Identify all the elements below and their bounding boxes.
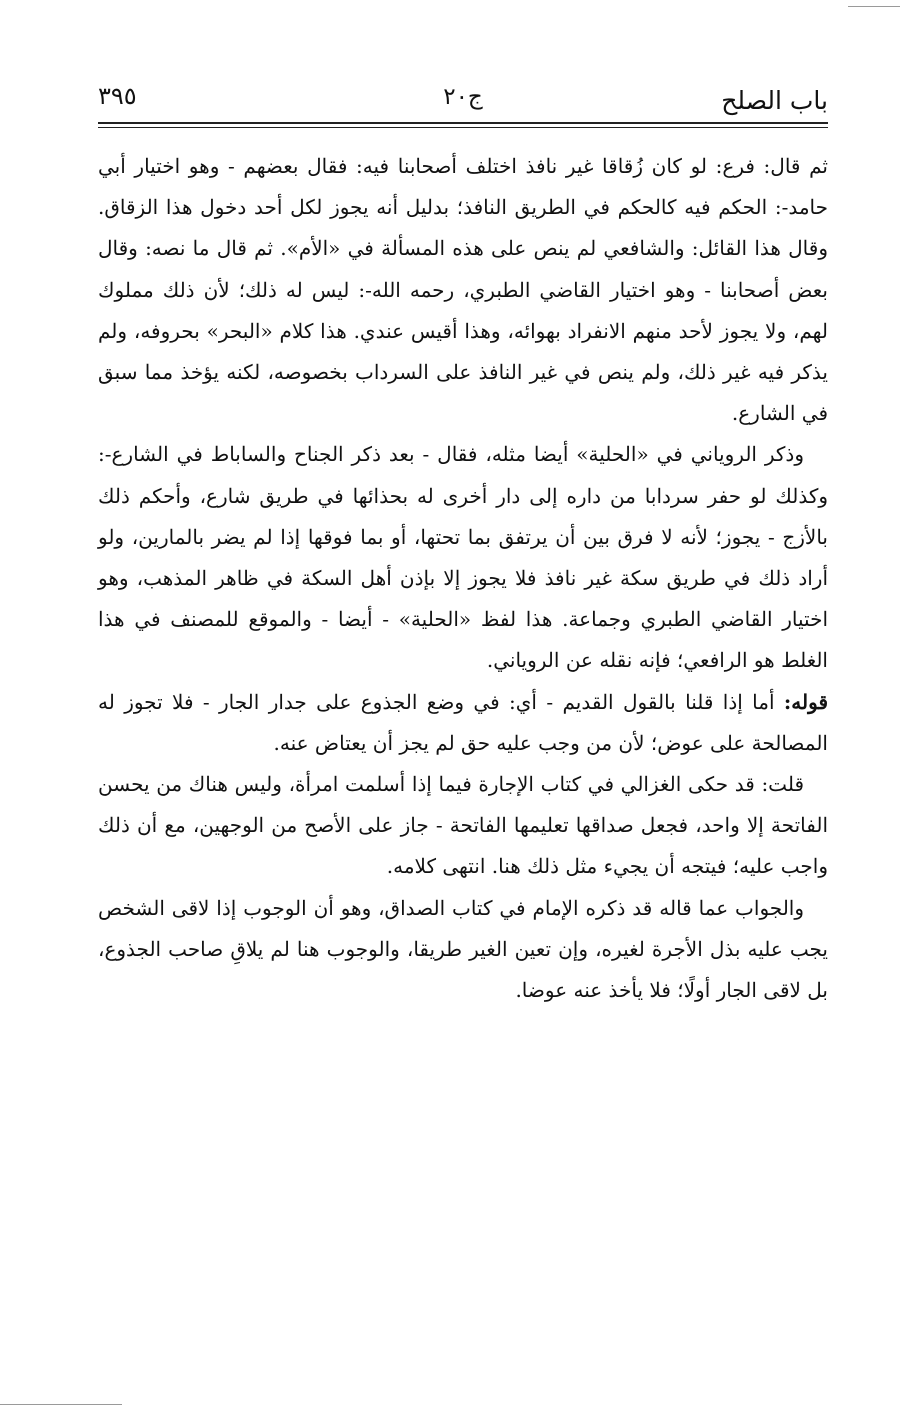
- paragraph-2: [98, 434, 828, 681]
- page-number: ٣٩٥: [98, 82, 137, 110]
- running-title: باب الصلح: [721, 86, 828, 115]
- paragraph-3: [98, 682, 828, 764]
- paragraph-1-text: ثم قال: فرع: لو كان زُقاقا غير نافذ اختلف أصحابنا فيه: فقال بعضهم - وهو اختيار أبي حامد-: الحكم فيه كالحكم في الطريق النافذ؛ بدليل أنه يجوز لكل أحد دخول هذا الزقاق. وقال هذا القائل: والشافعي لم ينص على هذه المسألة في «الأم». ثم قال ما نصه: وقال بعض أصحابنا - وهو اختيار القاضي الطبري، رحمه الله-: ليس له ذلك؛ لأن ذلك مملوك لهم، ولا يجوز لأحد منهم الانفراد بهوائه، وهذا أقيس عندي. هذا كلام «البحر» بحروفه، ولم يذكر فيه غير ذلك، ولم ينص في غير النافذ على السرداب بخصوصه، لكنه يؤخذ مما سبق في الشارع.: [98, 154, 828, 426]
- paragraph-1: [98, 146, 828, 434]
- paragraph-4: [98, 764, 828, 888]
- scan-edge-mark-top: [848, 6, 900, 7]
- header-rule-thick: [98, 122, 828, 124]
- paragraph-5: [98, 888, 828, 1012]
- paragraph-5-text: والجواب عما قاله قد ذكره الإمام في كتاب الصداق، وهو أن الوجوب إذا لاقى الشخص يجب عليه بذل الأجرة لغيره، وإن تعين الغير طريقا، والوجوب هنا لم يلاقِ صاحب الجذوع، بل لاقى الجار أولًا؛ فلا يأخذ عنه عوضا.: [98, 895, 828, 1003]
- volume-number: ج٢٠: [443, 84, 483, 110]
- page-header: [98, 82, 828, 122]
- paragraph-2-text: وذكر الروياني في «الحلية» أيضا مثله، فقال - بعد ذكر الجناح والساباط في الشارع-: وكذلك لو حفر سردابا من داره إلى دار أخرى له بحذائها في طريق شارع، وأحكم ذلك بالأزج - يجوز؛ لأنه لا فرق بين أن يرتفق بما تحتها، أو بما فوقها إذا لم يضر بالمارين، ولو أراد ذلك في طريق سكة غير نافذ فلا يجوز إلا بإذن أهل السكة في ظاهر المذهب، وهو اختيار القاضي الطبري وجماعة. هذا لفظ «الحلية» - أيضا - والموقع للمصنف في هذا الغلط هو الرافعي؛ فإنه نقله عن الروياني.: [98, 442, 828, 673]
- paragraph-4-text: قلت: قد حكى الغزالي في كتاب الإجارة فيما إذا أسلمت امرأة، وليس هناك من يحسن الفاتحة إلا واحد، فجعل صداقها تعليمها الفاتحة - جاز على الأصح من الوجهين، مع أن ذلك واجب عليه؛ فيتجه أن يجيء مثل ذلك هنا. انتهى كلامه.: [98, 772, 828, 879]
- scan-edge-mark-bottom: [0, 1404, 122, 1405]
- header-rule-thin: [98, 127, 828, 128]
- paragraph-3-lead: قوله:: [783, 689, 828, 714]
- page-body: [98, 146, 828, 1011]
- paragraph-3-text: أما إذا قلنا بالقول القديم - أي: في وضع الجذوع على جدار الجار - فلا تجوز له المصالحة على عوض؛ لأن من وجب عليه حق لم يجز أن يعتاض عنه.: [98, 689, 828, 755]
